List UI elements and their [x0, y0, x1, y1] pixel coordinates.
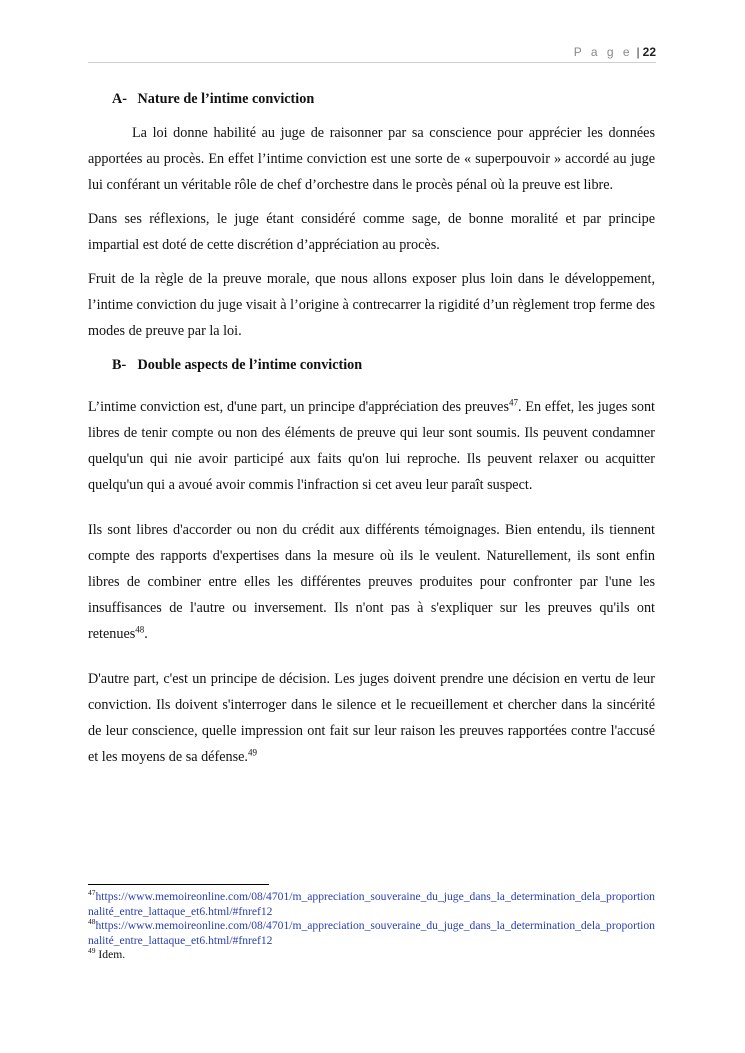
paragraph: [88, 517, 655, 647]
footnote-link[interactable]: https://www.memoireonline.com/08/4701/m_appreciation_souveraine_du_juge_dans_la_determination_dela_proportionnalité_entre_lattaque_et6.html/#fnref12: [88, 890, 655, 918]
page-separator: |: [636, 45, 640, 59]
footnote: [88, 948, 655, 963]
footnote-ref[interactable]: 49: [247, 747, 257, 758]
paragraph: [88, 666, 655, 770]
section-a-label: A-: [112, 91, 127, 107]
footnote-number: 49: [88, 946, 96, 956]
footnote-number: 47: [88, 888, 96, 898]
footnote-ref[interactable]: 48: [135, 624, 145, 635]
footnote: [88, 890, 655, 919]
paragraph-text: . En effet, les juges sont libres de tenir compte ou non des éléments de preuve qui leur sont soumis. Ils peuvent condamner quelqu'un qui nie avoir participé aux faits qu'on lui reproche. Ils peuvent relaxer ou acquitter quelqu'un qui a avoué avoir commis l'infraction si cet aveu leur paraît suspect.: [88, 399, 655, 493]
document-body: [88, 86, 655, 778]
section-b-title: Double aspects de l’intime conviction: [137, 357, 363, 373]
paragraph: La loi donne habilité au juge de raisonner par sa conscience pour apprécier les données apportées au procès. En effet l’intime conviction est une sorte de « superpouvoir » accordé au juge lui conférant un véritable rôle de chef d’orchestre dans le procès pénal où la preuve est libre.: [88, 125, 655, 193]
footnote-link[interactable]: https://www.memoireonline.com/08/4701/m_appreciation_souveraine_du_juge_dans_la_determination_dela_proportionnalité_entre_lattaque_et6.html/#fnref12: [88, 919, 655, 947]
footnote-text: Idem.: [98, 948, 126, 961]
paragraph: Dans ses réflexions, le juge étant considéré comme sage, de bonne moralité et par principe impartial est doté de cette discrétion d’appréciation au procès.: [88, 211, 655, 253]
footnote-number: 48: [88, 917, 96, 927]
paragraph: Fruit de la règle de la preuve morale, que nous allons exposer plus loin dans le développement, l’intime conviction du juge visait à l’origine à contrecarrer la rigidité d’un règlement trop ferme des modes de preuve par la loi.: [88, 271, 655, 339]
section-b-heading: [112, 352, 655, 378]
paragraph-text: L’intime conviction est, d'une part, un principe d'appréciation des preuves: [88, 399, 510, 415]
paragraph-text: .: [144, 626, 148, 642]
footnotes: [88, 890, 655, 963]
page-header: [88, 44, 656, 63]
paragraph-text: Ils sont libres d'accorder ou non du crédit aux différents témoignages. Bien entendu, ils tiennent compte des rapports d'expertises dans la mesure où ils le veulent. Naturellement, ils sont enfin libres de combiner entre elles les différentes preuves produites pour confronter par l'une les insuffisances de l'autre ou inversement. Ils n'ont pas à s'expliquer sur les preuves qu'ils ont retenues: [88, 522, 655, 642]
page-number: 22: [642, 45, 656, 59]
footnote-ref[interactable]: 47: [509, 397, 519, 408]
footnote: [88, 919, 655, 948]
footnote-separator: [88, 884, 269, 885]
section-b-label: B-: [112, 357, 127, 373]
paragraph-text: D'autre part, c'est un principe de décision. Les juges doivent prendre une décision en vertu de leur conviction. Ils doivent s'interroger dans le silence et le recueillement et chercher dans la sincérité de leur conscience, quelle impression ont fait sur leur raison les preuves rapportées contre l'accusé et les moyens de sa défense.: [88, 671, 655, 765]
section-a-heading: [112, 86, 655, 112]
paragraph: [88, 394, 655, 498]
page-label: P a g e: [573, 45, 633, 59]
section-a-title: Nature de l’intime conviction: [137, 91, 315, 107]
